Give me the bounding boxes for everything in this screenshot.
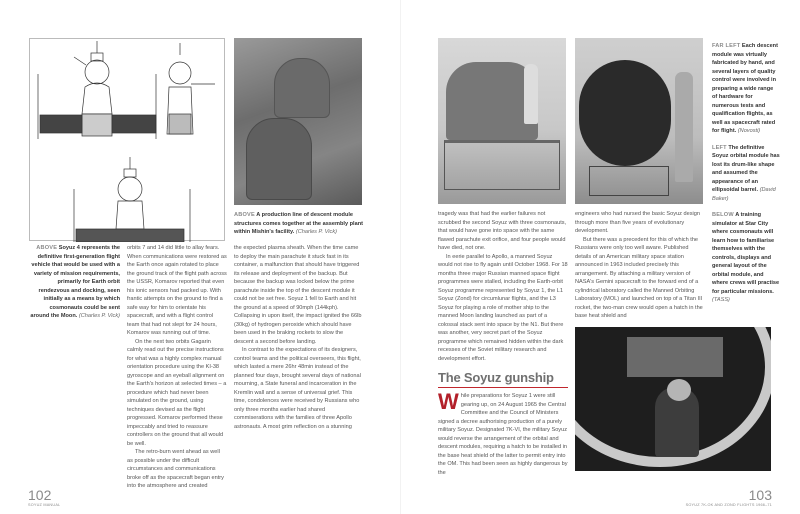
orbital-module-shape [579,60,671,166]
drawing-caption [30,244,120,321]
caption-credit: (David Baker) [712,187,776,202]
running-title: SOYUZ 7K-OK AND ZOND FLIGHTS 1966–71 [685,503,772,507]
descent-module-shape [246,118,312,200]
caption-lead: ABOVE [36,245,58,251]
left-folio [28,487,60,507]
paragraph: engineers who had nursed the basic Soyuz design through more than five years of evolutionary development. [575,211,701,234]
heading-rule [438,387,568,388]
caption-far-left [712,42,780,136]
caption-text: A production line of descent module structures comes together at the assembly plant within Mishin's facility. [234,212,364,235]
caption-lead: BELOW [712,212,734,218]
caption-below [712,211,780,305]
running-title: SOYUZ MANUAL [28,503,61,507]
paragraph: hile preparations for Soyuz 1 were still gearing up, on 24 August 1965 the Central Committee and the Council of Ministers signed a decree authorising production of a purely military Soyuz. Designated 7K-VI, the military Soyuz would reverse the arrangement of the orbital and descent modules, requiring a hatch to be installed in the base heat shield of the latter to permit entry into the OM. This had been seen as highly dangerous by the [438,393,568,476]
technician-figure [675,72,693,182]
paragraph: In contrast to the expectations of its designers, control teams and the political overseers, this flight, which lasted a mere 26hr 48min instead of the planned four days, brought several days of national mourning, a State funeral and incarceration in the Kremlin wall and a sense of universal grief. This time, condolences were received by Russians who only three months earlier had shared commiserations with the families of three Apollo astronauts. A most grim reflection on a stunning [234,347,361,430]
soyuz-drawing-svg [30,39,226,242]
section-body [438,389,568,477]
section-gunship [438,370,568,477]
cosmonaut-helmet [667,379,691,401]
paragraph: In eerie parallel to Apollo, a manned Soyuz would not rise to fly again until October 1968. For 18 months three major Russian manned space flight programmes were stalled, including the Earth-orbit Soyuz programme represented by Soyuz 1, the L1 Soyuz (Zond) for circumlunar flights, and the L3 Soyuz for playing a role of mother ship to the manned Moon landing launched as part of a colossal stack sent into space by the N1. But there was another, very secret part of the Soyuz programme which remained hidden within the dark recesses of the Soviet military research and development effort. [438,253,568,362]
caption-text: Each descent module was virtually fabricated by hand, and several layers of quality control were involved in preparing a wide range of hardware for numerous tests and qualification flights, as well as spacecraft rated for flight. [712,43,778,134]
page-number: 103 [748,487,772,503]
production-photo-caption [234,211,364,237]
caption-credit: (Charles P. Vick) [78,313,120,319]
side-captions [712,42,780,305]
stand-frame [589,166,669,196]
caption-text: Soyuz 4 represents the definitive first-generation flight vehicle that would be used with a variety of mission requirements, primarily for Earth orbit rendezvous and docking, seen initially as a means by which cosmonauts could be sent around the Moon. [30,245,120,319]
orbital-module-photo [575,38,703,204]
page-gutter [400,0,401,514]
caption-lead: ABOVE [234,212,255,218]
caption-credit: (TASS) [712,297,730,303]
drop-cap: W [438,389,459,414]
caption-credit: (Charles P. Vick) [295,229,337,235]
section-heading: The Soyuz gunship [438,370,554,385]
body-column-3 [438,210,568,363]
control-panel [627,337,723,377]
paragraph: the expected plasma sheath. When the time came to deploy the main parachute it stuck fast in its container, a malfunction that should have triggered its release and deployment of the backup. But because the backup was locked below the prime parachute inside the top of the descent module it could not be set free. Soyuz 1 fell to Earth and hit the ground at a speed of 90mph (144kph). Collapsing in upon itself, the impact ignited the 66lb (30kg) of hydrogen peroxide which should have been used in the braking rockets to slow the descent a second before landing. [234,245,362,345]
paragraph: On the next two orbits Gagarin calmly read out the precise instructions for what was a highly complex manual orientation procedure using the KI-38 gyroscope and an eyeball alignment on the Earth's horizon at selected times – a procedure which had never been simulated on the ground, using techniques devised as the flight progressed. Komarov performed these impeccably and tried to reassure controllers on the ground that all would be well. [127,338,227,447]
paragraph: tragedy was that had the earlier failures not scrubbed the second Soyuz with three cosmonauts, that would have gone into space with the same flawed parachute exit orifice, and four people would have died, not one. [438,211,567,251]
page-number: 102 [28,487,52,503]
technician-figure [524,64,538,124]
paragraph: The retro-burn went ahead as well as possible under the difficult circumstances and communications broke off as the spacecraft began entry into the atmosphere and created [127,449,224,489]
production-line-photo [234,38,362,205]
caption-lead: FAR LEFT [712,43,741,49]
caption-left [712,144,780,204]
caption-text: A training simulator at Star City where cosmonauts will learn how to familiarise themselves with the controls, displays and general layout of the orbital module, and where crews will practise for particular missions. [712,212,780,295]
right-folio [686,487,772,507]
body-column-1 [127,244,227,491]
body-column-4 [575,210,705,321]
descent-module-photo [438,38,566,204]
caption-text: The definitive Soyuz orbital module has lost its drum-like shape and assumed the appearance of an ellipsoidal barrel. [712,144,780,193]
descent-module-shape [274,58,330,118]
paragraph: But there was a precedent for this of which the Russians were only too well aware. Published details of an American military space station announced in 1963 included precisely this arrangement. By attaching a military version of NASA's Gemini spacecraft to the forward end of a cylindrical laboratory called the Manned Orbiting Laboratory (MOL) and launched on top of a Titan III rocket, the two-man crew would open a hatch in the base heat shield and [575,236,703,319]
caption-lead: LEFT [712,144,727,151]
stand-frame [444,140,560,190]
caption-credit: (Novosti) [737,128,761,134]
paragraph: orbits 7 and 14 did little to allay fears. When communications were restored as the Earth once again rotated to place the ground track of the flight path across the USSR, Komarov reported that even his ionic sensors had packed up. With frantic attempts on the ground to find a safe way for him to orientate his spacecraft, and with a flight control team that had not slept for 24 hours, Komarov was running out of time. [127,245,227,336]
simulator-photo [575,327,771,471]
body-column-2 [234,244,364,431]
soyuz-drawing [29,38,225,241]
